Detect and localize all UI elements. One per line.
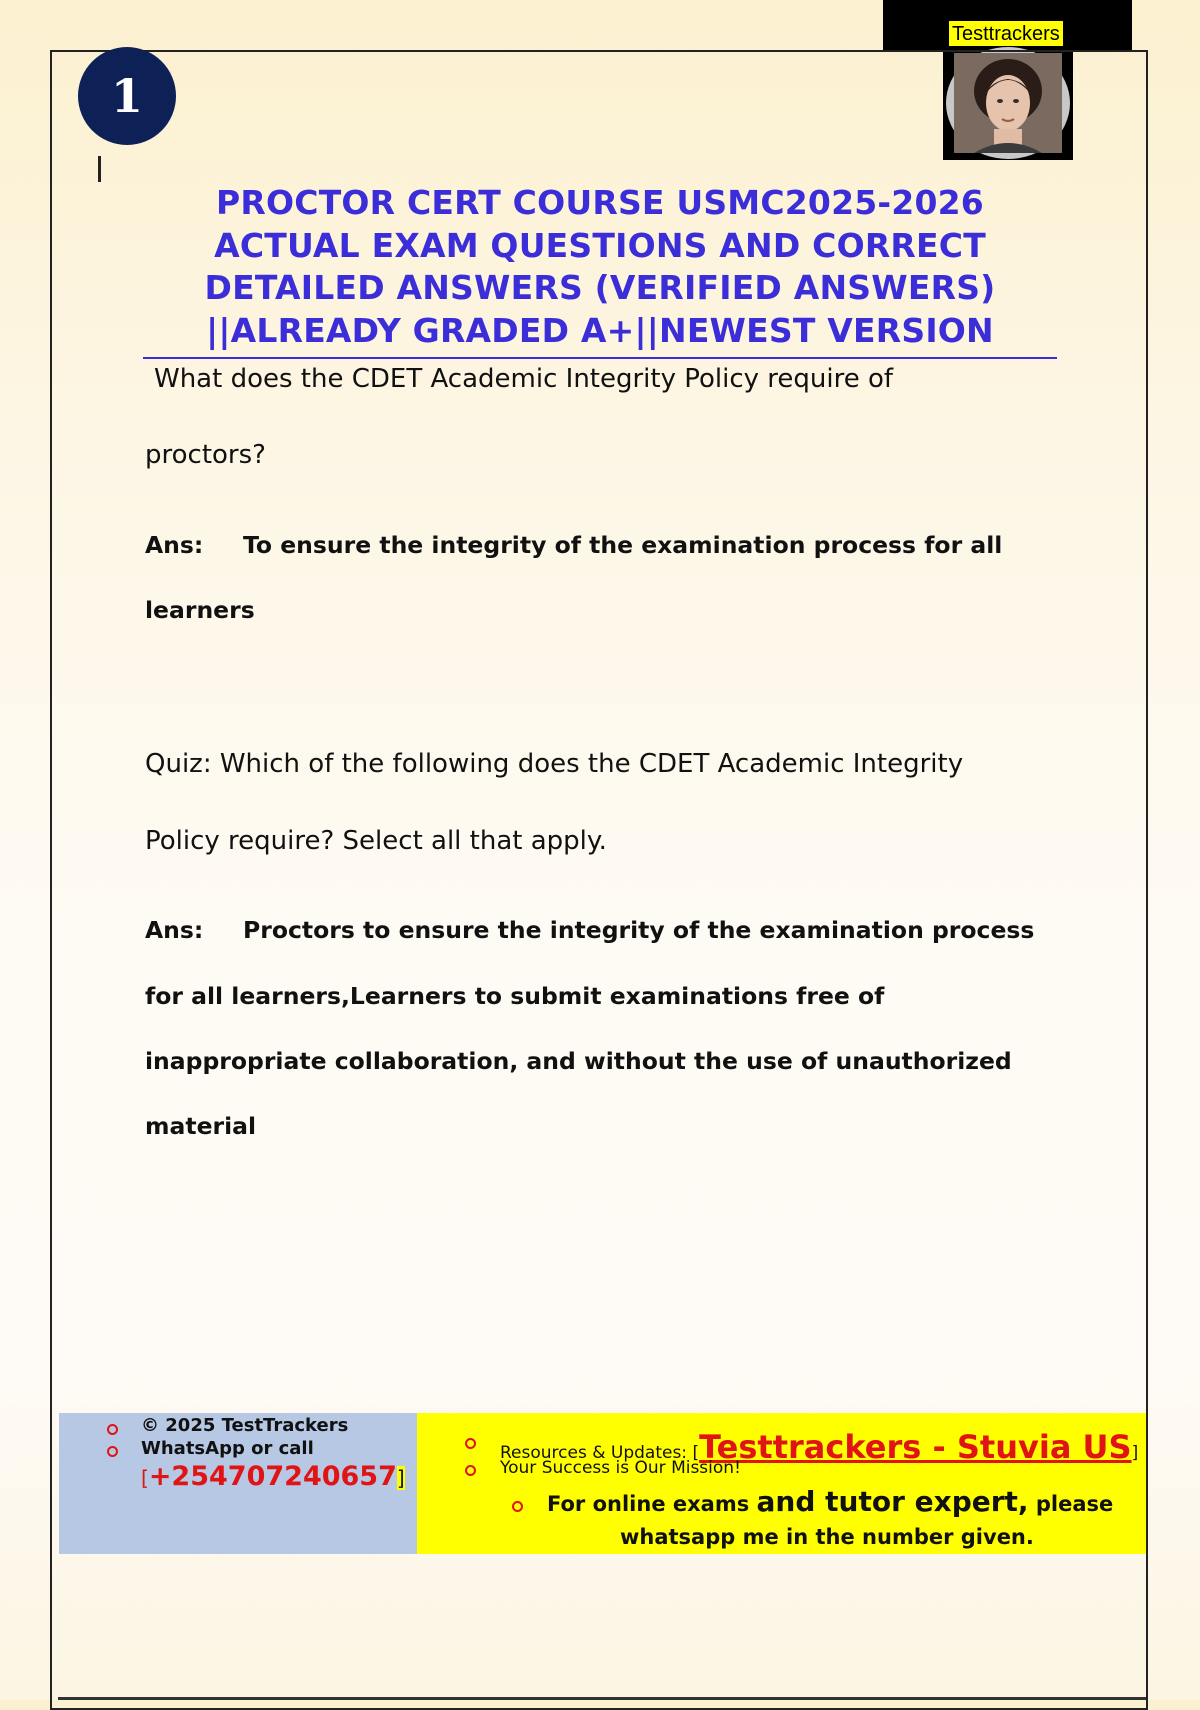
answer-line <box>145 916 1034 944</box>
cta-line <box>547 1485 1113 1518</box>
bracket: ] <box>1131 1443 1139 1463</box>
cta-text: and tutor expert, <box>756 1485 1029 1518</box>
answer-line <box>145 531 1002 559</box>
bullet-icon <box>107 1446 118 1457</box>
answer-line: for all learners,Learners to submit examinations free of <box>145 982 885 1010</box>
phone-line <box>141 1461 405 1492</box>
cta-line-2: whatsapp me in the number given. <box>620 1525 1034 1549</box>
copyright-text: © 2025 TestTrackers <box>141 1415 349 1436</box>
document-title <box>143 182 1057 352</box>
bracket: ] <box>396 1466 405 1490</box>
resources-label: Resources & Updates: <box>500 1443 693 1463</box>
title-line: ACTUAL EXAM QUESTIONS AND CORRECT <box>214 225 986 265</box>
answer-text: To ensure the integrity of the examination process for all <box>243 531 1003 559</box>
title-line: PROCTOR CERT COURSE USMC2025-2026 <box>216 183 984 222</box>
answer-line: material <box>145 1112 257 1140</box>
answer-line: learners <box>145 596 255 624</box>
title-underline <box>143 357 1057 359</box>
question-line: What does the CDET Academic Integrity Policy require of <box>154 364 894 394</box>
page-number-badge: 1 <box>78 47 176 145</box>
answer-label: Ans: <box>145 916 204 944</box>
question-line: Quiz: Which of the following does the CDET Academic Integrity <box>145 749 964 779</box>
bullet-icon <box>465 1465 476 1476</box>
cta-text: For online exams <box>547 1492 757 1516</box>
question-line: proctors? <box>145 440 266 470</box>
whatsapp-label: WhatsApp or call <box>141 1438 314 1459</box>
brand-label: Testtrackers <box>949 21 1063 47</box>
bracket: [ <box>141 1466 149 1490</box>
bullet-icon <box>512 1501 523 1512</box>
answer-text: Proctors to ensure the integrity of the examination process <box>243 916 1035 944</box>
title-line: ||ALREADY GRADED A+||NEWEST VERSION <box>206 310 994 350</box>
phone-number[interactable]: +254707240657 <box>148 1461 397 1492</box>
answer-label: Ans: <box>145 531 204 559</box>
mission-text: Your Success is Our Mission! <box>500 1458 741 1478</box>
answer-line: inappropriate collaboration, and without the use of unauthorized <box>145 1047 1012 1075</box>
question-line: Policy require? Select all that apply. <box>145 826 607 856</box>
text-cursor <box>98 156 101 182</box>
bullet-icon <box>465 1438 476 1449</box>
title-line: DETAILED ANSWERS (VERIFIED ANSWERS) <box>204 268 996 307</box>
cta-text: please <box>1028 1492 1114 1516</box>
stuvia-link[interactable]: Testtrackers - Stuvia US <box>699 1428 1132 1466</box>
bracket: [ <box>692 1443 700 1463</box>
bullet-icon <box>107 1424 118 1435</box>
